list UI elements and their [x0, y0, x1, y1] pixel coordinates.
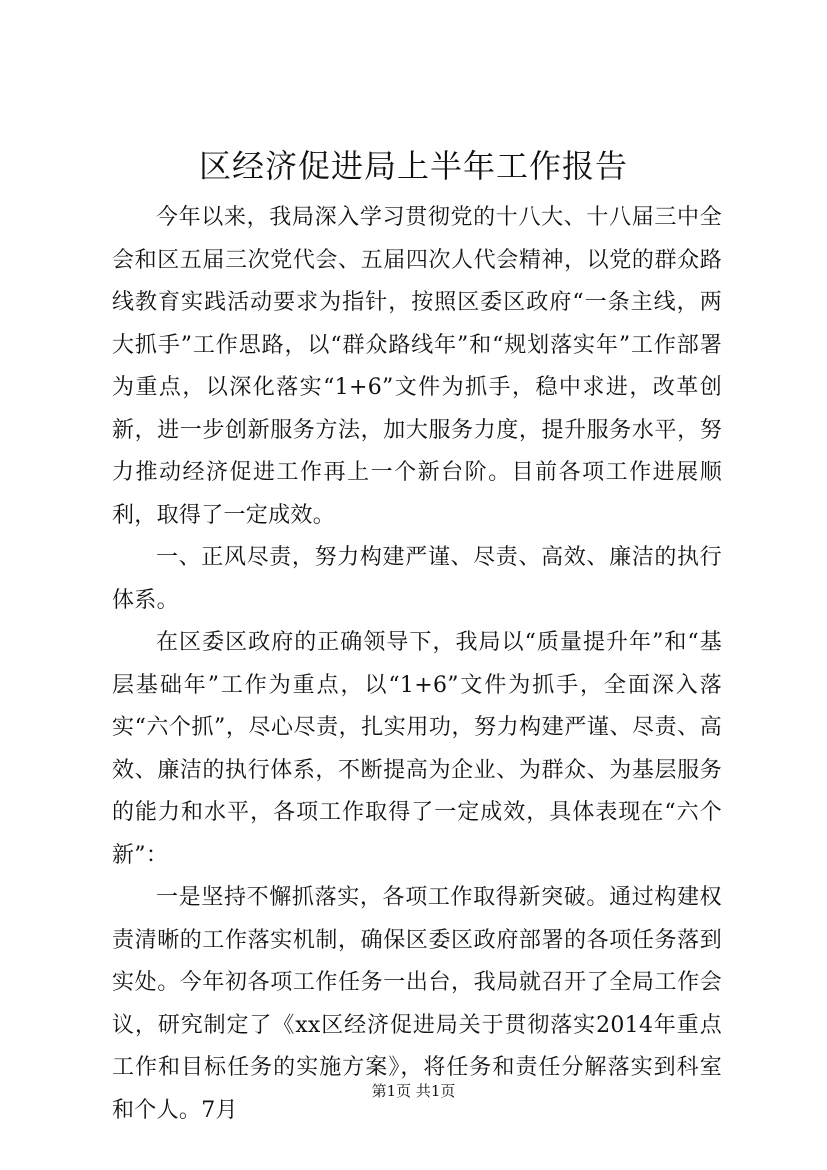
paragraph-implementation: 一是坚持不懈抓落实，各项工作取得新突破。通过构建权责清晰的工作落实机制，确保区委区政府部署的各项任务落到实处。今年初各项工作任务一出台，我局就召开了全局工作会议，研究制定了《xx区经济促进局关于贯彻落实2014年重点工作和目标任务的实施方案》，将任务和责任分解落实到科室和个人。7月	[112, 885, 722, 1123]
paragraph-leadership: 在区委区政府的正确领导下，我局以“质量提升年”和“基层基础年”工作为重点，以“1+6”文件为抓手，全面深入落实“六个抓”，尽心尽责，扎实用功，努力构建严谨、尽责、高效、廉洁的执行体系，不断提高为企业、为群众、为基层服务的能力和水平，各项工作取得了一定成效，具体表现在“六个新”：	[112, 630, 722, 868]
paragraph-intro: 今年以来，我局深入学习贯彻党的十八大、十八届三中全会和区五届三次党代会、五届四次人代会精神，以党的群众路线教育实践活动要求为指针，按照区委区政府“一条主线，两大抓手”工作思路，以“群众路线年”和“规划落实年”工作部署为重点，以深化落实“1+6”文件为抓手，稳中求进，改革创新，进一步创新服务方法，加大服务力度，提升服务水平，努力推动经济促进工作再上一个新台阶。目前各项工作进展顺利，取得了一定成效。	[112, 205, 722, 528]
paragraph-section-heading: 一、正风尽责，努力构建严谨、尽责、高效、廉洁的执行体系。	[112, 545, 722, 613]
page-number-footer: 第1页 共1页	[371, 1082, 456, 1100]
document-title: 区经济促进局上半年工作报告	[198, 147, 628, 185]
document-body	[112, 197, 722, 1132]
